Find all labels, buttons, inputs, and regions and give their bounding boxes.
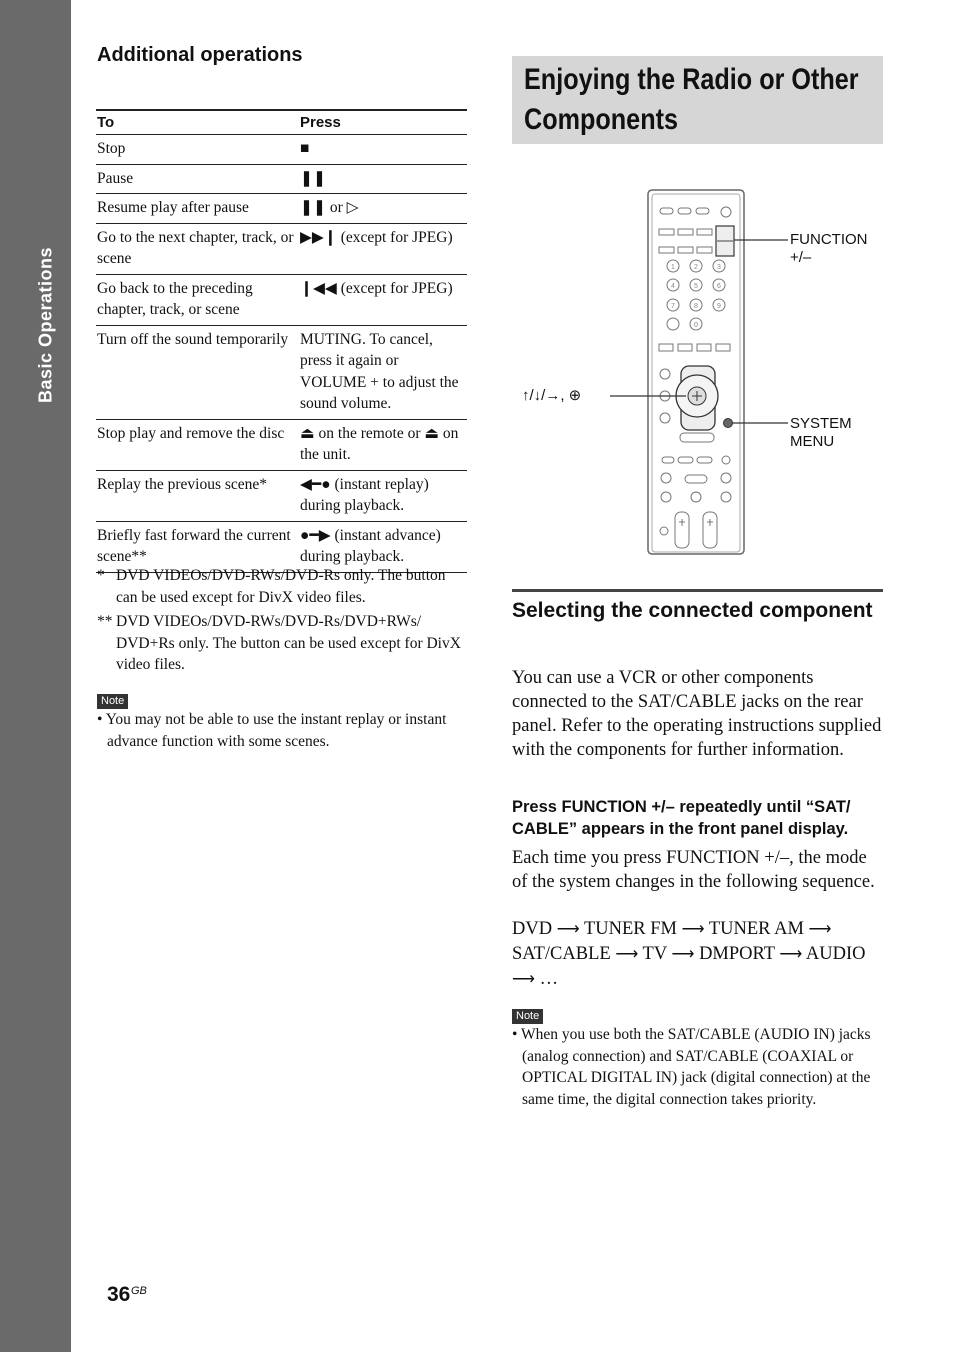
svg-text:7: 7	[671, 303, 675, 310]
system-menu-label: SYSTEM MENU	[790, 415, 852, 450]
col-to-header: To	[96, 110, 299, 135]
svg-text:3: 3	[717, 264, 721, 271]
operations-table	[96, 109, 467, 573]
seq-item: …	[539, 969, 559, 989]
svg-text:9: 9	[717, 303, 721, 310]
seq-item: TUNER FM	[583, 919, 677, 939]
selecting-intro: You can use a VCR or other components connected to the SAT/CABLE jacks on the rear panel. Refer to the operating instructions supplied with the components for further information.	[512, 668, 882, 760]
function-sequence	[512, 917, 884, 992]
seq-item: DMPORT	[699, 944, 775, 964]
row-to: Stop play and remove the disc	[96, 419, 299, 470]
footnote-1-text: DVD VIDEOs/DVD-RWs/DVD-Rs only. The button can be used except for DivX video files.	[116, 567, 446, 606]
table-row	[96, 274, 467, 325]
arrow-right-icon: ⟶	[779, 946, 803, 963]
selecting-step: Press FUNCTION +/– repeatedly until “SAT/ CABLE” appears in the front panel display.	[512, 798, 851, 838]
row-press: MUTING. To cancel, press it again or VOLUME + to adjust the sound volume.	[299, 325, 467, 419]
selecting-explain: Each time you press FUNCTION +/–, the mode of the system changes in the following sequence.	[512, 848, 875, 892]
additional-operations-heading: Additional operations	[97, 44, 303, 66]
arrow-right-icon: ⟶	[512, 971, 535, 988]
footnote-2-mark: **	[97, 613, 113, 630]
row-to: Pause	[96, 164, 299, 194]
note-2-text	[512, 1024, 884, 1110]
footnote-1-mark: *	[97, 567, 105, 584]
arrow-right-icon: ⟶	[556, 921, 580, 938]
footnote-2-text: DVD VIDEOs/DVD-RWs/DVD-Rs/DVD+RWs/ DVD+Rs only. The button can be used except for DivX video files.	[116, 613, 461, 673]
row-press: ⏏ on the remote or ⏏ on the unit.	[299, 419, 467, 470]
row-to: Briefly fast forward the current scene**	[96, 521, 299, 572]
note-2	[512, 1006, 543, 1024]
seq-item: SAT/CABLE	[512, 944, 611, 964]
section-title-box	[512, 56, 883, 144]
note-2-badge: Note	[512, 1009, 543, 1024]
footnote-2	[97, 611, 467, 676]
seq-item: TUNER AM	[708, 919, 804, 939]
selecting-heading: Selecting the connected component	[512, 599, 873, 622]
page-number: 36	[107, 1283, 131, 1306]
note-1-badge: Note	[97, 694, 128, 709]
function-label: FUNCTION +/–	[790, 231, 868, 266]
seq-item: DVD	[512, 919, 553, 939]
row-press: ❚❚ or ▷	[299, 194, 467, 224]
svg-text:2: 2	[694, 264, 698, 271]
arrow-right-icon: ⟶	[671, 946, 695, 963]
note-1-bullet: • You may not be able to use the instant replay or instant advance function with some scenes.	[97, 711, 447, 750]
row-press: ▶▶❙ (except for JPEG)	[299, 223, 467, 274]
table-row	[96, 470, 467, 521]
arrows-enter-label: ↑/↓/→, ⊕	[522, 387, 582, 404]
row-to: Go back to the preceding chapter, track, or scene	[96, 274, 299, 325]
side-tab	[0, 0, 71, 1352]
row-to: Resume play after pause	[96, 194, 299, 224]
row-press: ■	[299, 135, 467, 165]
table-row	[96, 135, 467, 165]
side-tab-label: Basic Operations	[35, 246, 56, 404]
table-row	[96, 194, 467, 224]
arrow-right-icon: ⟶	[808, 921, 832, 938]
svg-text:4: 4	[671, 283, 675, 290]
svg-text:1: 1	[671, 264, 675, 271]
row-press: ❙◀◀ (except for JPEG)	[299, 274, 467, 325]
table-row	[96, 164, 467, 194]
row-to: Turn off the sound temporarily	[96, 325, 299, 419]
row-press: ◀━● (instant replay) during playback.	[299, 470, 467, 521]
table-header-row	[96, 110, 467, 135]
arrow-right-icon: ⟶	[615, 946, 639, 963]
svg-text:5: 5	[694, 283, 698, 290]
row-to: Stop	[96, 135, 299, 165]
svg-text:0: 0	[694, 322, 698, 329]
section-title: Enjoying the Radio or Other Components	[524, 63, 859, 136]
note-1	[97, 691, 128, 709]
table-row	[96, 325, 467, 419]
seq-item: TV	[642, 944, 667, 964]
row-press: ●━▶ (instant advance) during playback.	[299, 521, 467, 572]
page-suffix: GB	[131, 1285, 147, 1297]
svg-text:8: 8	[694, 303, 698, 310]
seq-item: AUDIO	[805, 944, 866, 964]
row-to: Go to the next chapter, track, or scene	[96, 223, 299, 274]
row-press: ❚❚	[299, 164, 467, 194]
row-to: Replay the previous scene*	[96, 470, 299, 521]
section-rule	[512, 589, 883, 592]
table-row	[96, 223, 467, 274]
table-row	[96, 419, 467, 470]
note-1-text	[97, 709, 467, 752]
svg-text:6: 6	[717, 283, 721, 290]
footnote-1	[97, 565, 467, 608]
col-press-header: Press	[299, 110, 467, 135]
arrow-right-icon: ⟶	[681, 921, 705, 938]
note-2-bullet: • When you use both the SAT/CABLE (AUDIO IN) jacks (analog connection) and SAT/CABLE (COAXIAL or OPTICAL DIGITAL IN) jack (digital connection) at the same time, the digital connection takes priority.	[512, 1026, 871, 1108]
